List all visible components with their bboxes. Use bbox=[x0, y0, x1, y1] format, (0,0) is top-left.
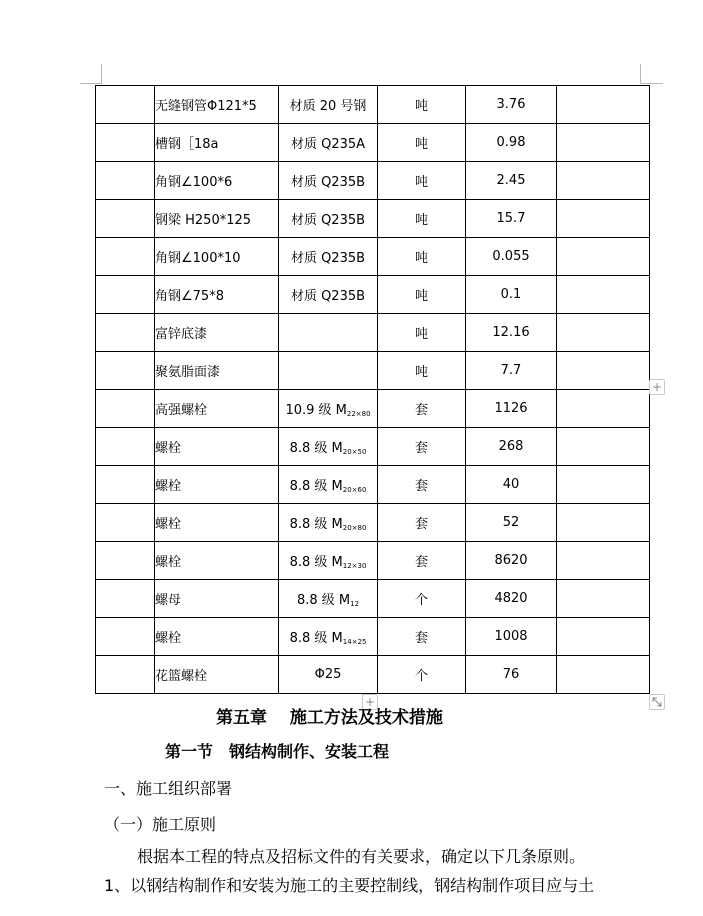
spec-cell[interactable] bbox=[279, 352, 378, 390]
quantity-cell[interactable]: 0.1 bbox=[466, 276, 557, 314]
spec-cell[interactable] bbox=[279, 124, 378, 162]
index-cell[interactable] bbox=[96, 314, 155, 352]
quantity-cell[interactable]: 3.76 bbox=[466, 86, 557, 124]
quantity-cell[interactable]: 268 bbox=[466, 428, 557, 466]
remarks-cell[interactable] bbox=[557, 124, 650, 162]
index-cell[interactable] bbox=[96, 656, 155, 694]
unit-cell[interactable]: 套 bbox=[378, 466, 466, 504]
table-row bbox=[96, 352, 650, 390]
table-row bbox=[96, 238, 650, 276]
unit-cell[interactable]: 套 bbox=[378, 390, 466, 428]
quantity-cell[interactable]: 8620 bbox=[466, 542, 557, 580]
material-name-cell[interactable]: 高强螺栓 bbox=[155, 390, 279, 428]
index-cell[interactable] bbox=[96, 428, 155, 466]
spec-text: 8.8 级 M bbox=[289, 631, 343, 646]
unit-cell[interactable]: 套 bbox=[378, 542, 466, 580]
unit-cell[interactable]: 吨 bbox=[378, 86, 466, 124]
spec-text: Φ25 bbox=[314, 667, 342, 682]
spec-text: 材质 Q235B bbox=[290, 251, 366, 266]
remarks-cell[interactable] bbox=[557, 428, 650, 466]
quantity-cell[interactable]: 1008 bbox=[466, 618, 557, 656]
material-name-cell[interactable]: 角钢∠100*6 bbox=[155, 162, 279, 200]
spec-cell[interactable] bbox=[279, 428, 378, 466]
spec-text: 8.8 级 M bbox=[296, 593, 351, 608]
spec-cell[interactable] bbox=[279, 656, 378, 694]
index-cell[interactable] bbox=[96, 200, 155, 238]
table-resize-handle[interactable] bbox=[649, 694, 665, 710]
spec-text: 8.8 级 M bbox=[289, 441, 343, 456]
remarks-cell[interactable] bbox=[557, 86, 650, 124]
quantity-cell[interactable]: 0.055 bbox=[466, 238, 557, 276]
spec-cell[interactable] bbox=[279, 162, 378, 200]
table-row bbox=[96, 618, 650, 656]
quantity-cell[interactable]: 7.7 bbox=[466, 352, 557, 390]
chapter-title: 第五章 施工方法及技术措施 bbox=[216, 708, 443, 728]
spec-subscript: 20×50 bbox=[342, 448, 367, 456]
material-name-cell[interactable]: 聚氨脂面漆 bbox=[155, 352, 279, 390]
spec-subscript: 22×80 bbox=[346, 410, 371, 418]
remarks-cell[interactable] bbox=[557, 466, 650, 504]
crop-mark-top-left-horizontal bbox=[80, 83, 101, 84]
material-name-cell[interactable]: 无缝钢管Φ121*5 bbox=[155, 86, 279, 124]
index-cell[interactable] bbox=[96, 390, 155, 428]
materials-table bbox=[95, 85, 650, 694]
material-name-cell[interactable]: 螺栓 bbox=[155, 542, 279, 580]
quantity-cell[interactable]: 2.45 bbox=[466, 162, 557, 200]
material-name-cell[interactable]: 钢梁 H250*125 bbox=[155, 200, 279, 238]
material-name-cell[interactable]: 富锌底漆 bbox=[155, 314, 279, 352]
index-cell[interactable] bbox=[96, 504, 155, 542]
index-cell[interactable] bbox=[96, 542, 155, 580]
index-cell[interactable] bbox=[96, 466, 155, 504]
spec-cell[interactable] bbox=[279, 542, 378, 580]
material-name-cell[interactable]: 角钢∠75*8 bbox=[155, 276, 279, 314]
body-paragraph-numbered: 1、以钢结构制作和安装为施工的主要控制线，钢结构制作项目应与土 bbox=[104, 876, 595, 895]
index-cell[interactable] bbox=[96, 238, 155, 276]
add-row-handle[interactable]: + bbox=[649, 379, 665, 395]
remarks-cell[interactable] bbox=[557, 542, 650, 580]
spec-cell[interactable] bbox=[279, 238, 378, 276]
index-cell[interactable] bbox=[96, 162, 155, 200]
table-row bbox=[96, 276, 650, 314]
remarks-cell[interactable] bbox=[557, 618, 650, 656]
quantity-cell[interactable]: 15.7 bbox=[466, 200, 557, 238]
spec-cell[interactable] bbox=[279, 580, 378, 618]
remarks-cell[interactable] bbox=[557, 504, 650, 542]
unit-cell[interactable]: 吨 bbox=[378, 162, 466, 200]
crop-mark-top-right-horizontal bbox=[641, 83, 663, 84]
quantity-cell[interactable]: 12.16 bbox=[466, 314, 557, 352]
index-cell[interactable] bbox=[96, 618, 155, 656]
table-row bbox=[96, 390, 650, 428]
unit-cell[interactable]: 吨 bbox=[378, 314, 466, 352]
table-row bbox=[96, 86, 650, 124]
table-row bbox=[96, 656, 650, 694]
spec-text: 材质 Q235A bbox=[290, 137, 366, 152]
material-name-cell[interactable]: 螺栓 bbox=[155, 504, 279, 542]
crop-mark-top-left-vertical bbox=[101, 64, 102, 84]
unit-cell[interactable]: 吨 bbox=[378, 238, 466, 276]
spec-cell[interactable] bbox=[279, 200, 378, 238]
index-cell[interactable] bbox=[96, 86, 155, 124]
material-name-cell[interactable]: 螺母 bbox=[155, 580, 279, 618]
section-title: 第一节 钢结构制作、安装工程 bbox=[165, 742, 390, 761]
material-name-cell[interactable]: 槽钢［18a bbox=[155, 124, 279, 162]
table-row bbox=[96, 428, 650, 466]
unit-cell[interactable]: 个 bbox=[378, 580, 466, 618]
table-row bbox=[96, 466, 650, 504]
spec-subscript: 20×60 bbox=[342, 486, 367, 494]
spec-cell[interactable] bbox=[279, 504, 378, 542]
spec-cell[interactable] bbox=[279, 314, 378, 352]
spec-text: 8.8 级 M bbox=[289, 555, 343, 570]
table-row bbox=[96, 124, 650, 162]
body-paragraph: 根据本工程的特点及招标文件的有关要求，确定以下几条原则。 bbox=[137, 847, 586, 866]
spec-cell[interactable] bbox=[279, 466, 378, 504]
unit-cell[interactable]: 吨 bbox=[378, 124, 466, 162]
table-row bbox=[96, 504, 650, 542]
unit-cell[interactable]: 吨 bbox=[378, 200, 466, 238]
spec-cell[interactable] bbox=[279, 618, 378, 656]
spec-text: 材质 Q235B bbox=[290, 289, 366, 304]
remarks-cell[interactable] bbox=[557, 200, 650, 238]
remarks-cell[interactable] bbox=[557, 390, 650, 428]
table-row bbox=[96, 200, 650, 238]
spec-text: 材质 20 号钢 bbox=[289, 99, 367, 114]
spec-text: 材质 Q235B bbox=[290, 213, 366, 228]
quantity-cell[interactable]: 0.98 bbox=[466, 124, 557, 162]
unit-cell[interactable]: 套 bbox=[378, 504, 466, 542]
quantity-cell[interactable]: 4820 bbox=[466, 580, 557, 618]
quantity-cell[interactable]: 1126 bbox=[466, 390, 557, 428]
material-name-cell[interactable]: 螺栓 bbox=[155, 428, 279, 466]
quantity-cell[interactable]: 40 bbox=[466, 466, 557, 504]
material-name-cell[interactable]: 花篮螺栓 bbox=[155, 656, 279, 694]
unit-cell[interactable]: 套 bbox=[378, 618, 466, 656]
table-row bbox=[96, 580, 650, 618]
resize-diagonal-icon bbox=[650, 695, 664, 709]
index-cell[interactable] bbox=[96, 352, 155, 390]
material-name-cell[interactable]: 角钢∠100*10 bbox=[155, 238, 279, 276]
table-row bbox=[96, 542, 650, 580]
quantity-cell[interactable]: 52 bbox=[466, 504, 557, 542]
unit-cell[interactable]: 套 bbox=[378, 428, 466, 466]
spec-text: 8.8 级 M bbox=[289, 479, 343, 494]
spec-subscript: 12×30 bbox=[342, 562, 367, 570]
spec-subscript: 20×80 bbox=[342, 524, 367, 532]
remarks-cell[interactable] bbox=[557, 352, 650, 390]
index-cell[interactable] bbox=[96, 276, 155, 314]
unit-cell[interactable]: 吨 bbox=[378, 276, 466, 314]
table-row bbox=[96, 314, 650, 352]
crop-mark-top-right-vertical bbox=[640, 64, 641, 84]
remarks-cell[interactable] bbox=[557, 162, 650, 200]
spec-subscript: 12 bbox=[350, 600, 360, 608]
material-name-cell[interactable]: 螺栓 bbox=[155, 466, 279, 504]
remarks-cell[interactable] bbox=[557, 314, 650, 352]
remarks-cell[interactable] bbox=[557, 580, 650, 618]
table-row bbox=[96, 162, 650, 200]
remarks-cell[interactable] bbox=[557, 656, 650, 694]
materials-table-body bbox=[96, 86, 650, 694]
unit-cell[interactable]: 个 bbox=[378, 656, 466, 694]
spec-cell[interactable] bbox=[279, 276, 378, 314]
index-cell[interactable] bbox=[96, 124, 155, 162]
spec-text: 10.9 级 M bbox=[285, 403, 347, 418]
spec-text: 材质 Q235B bbox=[290, 175, 366, 190]
spec-cell[interactable] bbox=[279, 86, 378, 124]
quantity-cell[interactable]: 76 bbox=[466, 656, 557, 694]
heading-organization: 一、施工组织部署 bbox=[104, 779, 233, 798]
spec-subscript: 14×25 bbox=[342, 638, 367, 646]
unit-cell[interactable]: 吨 bbox=[378, 352, 466, 390]
add-column-handle[interactable]: + bbox=[362, 694, 378, 710]
remarks-cell[interactable] bbox=[557, 238, 650, 276]
spec-cell[interactable] bbox=[279, 390, 378, 428]
spec-text: 8.8 级 M bbox=[289, 517, 343, 532]
index-cell[interactable] bbox=[96, 580, 155, 618]
material-name-cell[interactable]: 螺栓 bbox=[155, 618, 279, 656]
remarks-cell[interactable] bbox=[557, 276, 650, 314]
heading-principles: （一）施工原则 bbox=[104, 815, 217, 834]
